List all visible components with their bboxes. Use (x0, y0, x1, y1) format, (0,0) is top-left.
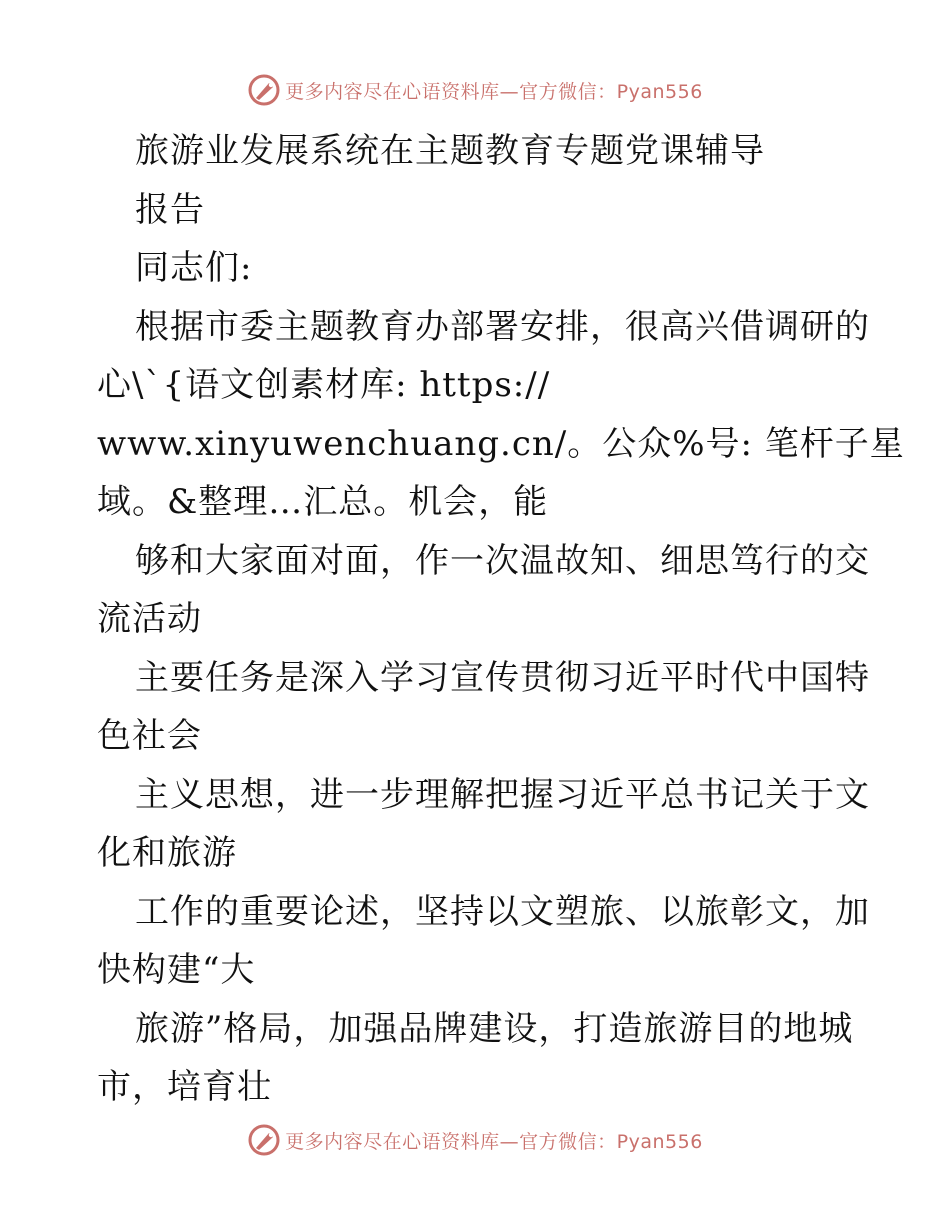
text-line: www.xinyuwenchuang.cn/。公众%号: 笔杆子星 (97, 423, 905, 464)
header-watermark (0, 70, 950, 110)
text-line: 主义思想，进一步理解把握习近平总书记关于文 (135, 774, 870, 815)
document-body (97, 122, 905, 1117)
text-line: 报告 (135, 189, 205, 230)
text-line: 域。&整理…汇总。机会，能 (97, 482, 549, 522)
watermark-text: 更多内容尽在心语资料库—官方微信：Pyan556 (285, 1130, 703, 1153)
pen-nib-logo-icon (247, 73, 281, 107)
text-line: 市，培育壮 (97, 1067, 272, 1107)
text-line: 同志们: (135, 248, 253, 288)
text-line: 够和大家面对面，作一次温故知、细思笃行的交 (135, 540, 870, 581)
text-line: 旅游”格局，加强品牌建设，打造旅游目的地城 (135, 1008, 854, 1049)
text-line: 化和旅游 (97, 833, 237, 873)
text-line: 色社会 (97, 716, 202, 756)
footer-watermark (0, 1120, 950, 1160)
watermark-text: 更多内容尽在心语资料库—官方微信：Pyan556 (285, 80, 703, 103)
text-line: 根据市委主题教育办部署安排，很高兴借调研的 (135, 306, 870, 347)
text-line: 工作的重要论述，坚持以文塑旅、以旅彰文，加 (135, 891, 870, 932)
text-line: 流活动 (97, 599, 202, 639)
text-line: 快构建“大 (97, 950, 256, 990)
text-line: 主要任务是深入学习宣传贯彻习近平时代中国特 (135, 657, 870, 698)
text-line: 心\`{语文创素材库: https:// (97, 365, 551, 405)
text-line: 旅游业发展系统在主题教育专题党课辅导 (135, 131, 765, 171)
pen-nib-logo-icon (247, 1123, 281, 1157)
